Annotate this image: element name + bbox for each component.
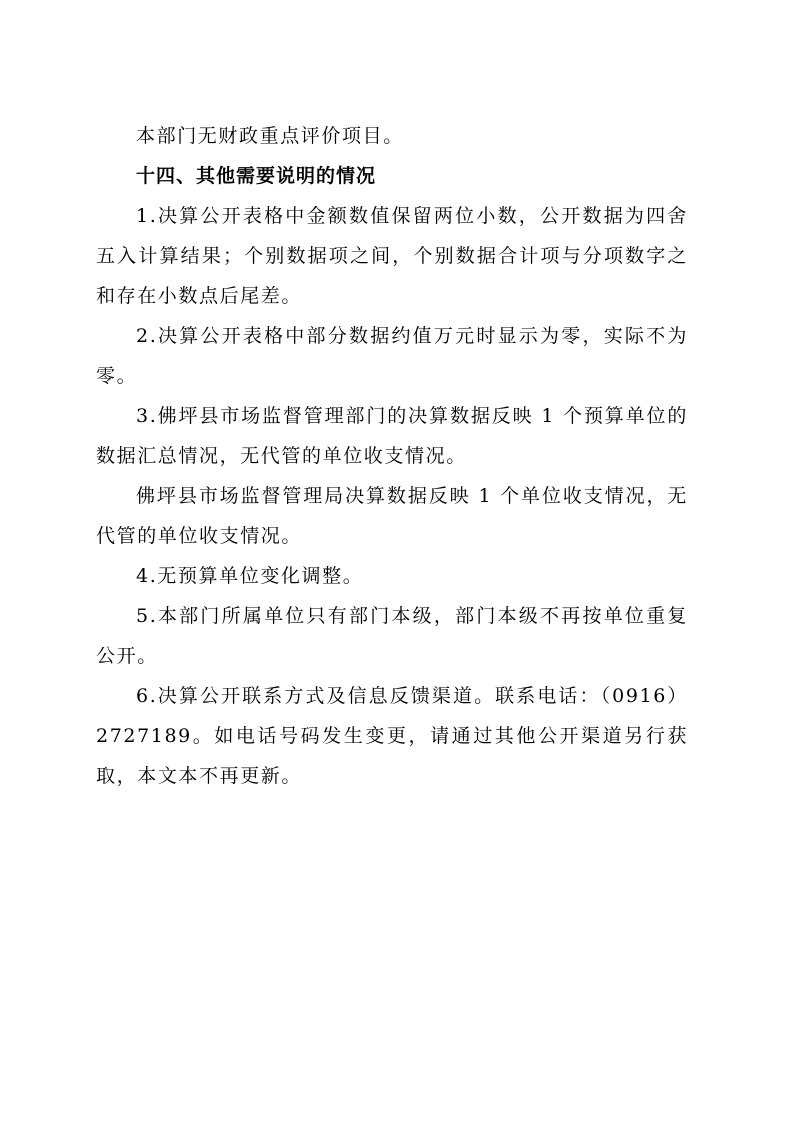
paragraph-3-continued: 佛坪县市场监督管理局决算数据反映 1 个单位收支情况，无代管的单位收支情况。 bbox=[96, 485, 688, 547]
paragraph-3: 3.佛坪县市场监督管理部门的决算数据反映 1 个预算单位的数据汇总情况，无代管的单位收支情况。 bbox=[96, 405, 688, 467]
paragraph-5: 5.本部门所属单位只有部门本级，部门本级不再按单位重复公开。 bbox=[96, 605, 688, 667]
paragraph-2: 2.决算公开表格中部分数据约值万元时显示为零，实际不为零。 bbox=[96, 325, 688, 387]
paragraph-4: 4.无预算单位变化调整。 bbox=[136, 565, 364, 587]
document-body bbox=[96, 116, 688, 796]
paragraph-1: 1.决算公开表格中金额数值保留两位小数，公开数据为四舍五入计算结果；个别数据项之间，个别数据合计项与分项数字之和存在小数点后尾差。 bbox=[96, 205, 688, 307]
paragraph-6: 6.决算公开联系方式及信息反馈渠道。联系电话：（0916）2727189。如电话号码发生变更，请通过其他公开渠道另行获取，本文本不再更新。 bbox=[96, 685, 688, 787]
intro-paragraph: 本部门无财政重点评价项目。 bbox=[136, 125, 404, 147]
section-heading: 十四、其他需要说明的情况 bbox=[136, 165, 377, 187]
